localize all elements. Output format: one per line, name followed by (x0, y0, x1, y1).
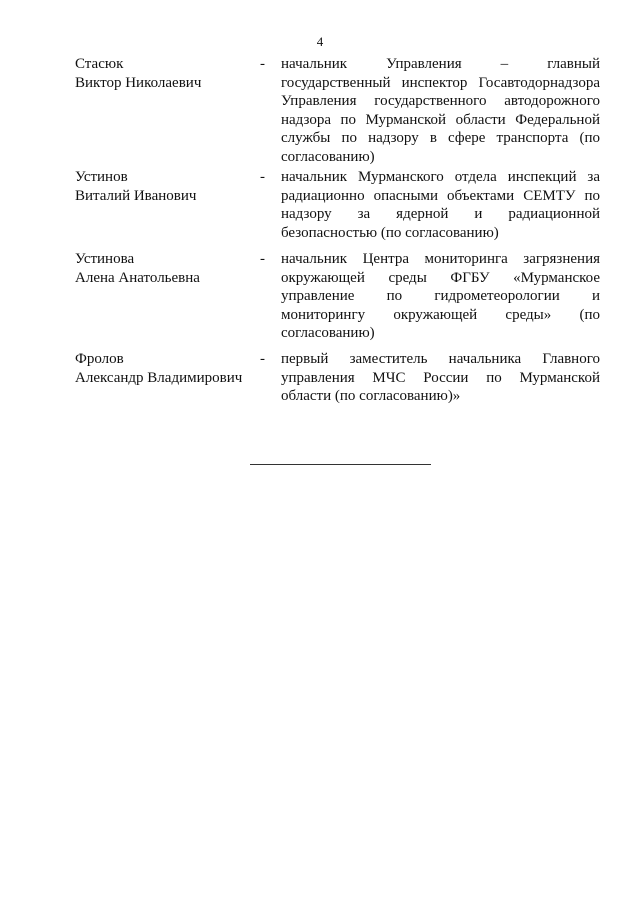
member-name (75, 350, 260, 387)
role-line: радиационно опасными объектами СЕМТУ по (281, 187, 600, 204)
member-given-names: Виктор Николаевич (75, 74, 202, 91)
member-role (281, 250, 600, 343)
dash-separator: - (260, 169, 265, 185)
member-given-names: Алена Анатольевна (75, 269, 200, 286)
role-line: надзора по Мурманской области Федеральной (281, 111, 600, 128)
role-line: управление по гидрометеорологии и (281, 288, 600, 305)
role-line: согласованию) (281, 148, 375, 165)
member-surname: Фролов (75, 351, 124, 367)
role-line: первый заместитель начальника Главного (281, 351, 600, 367)
role-line: управления МЧС России по Мурманской (281, 369, 600, 386)
page-number: 4 (316, 34, 324, 49)
member-name (75, 250, 260, 287)
member-surname: Устинова (75, 251, 135, 267)
role-line: службы по надзору в сфере транспорта (по (281, 130, 600, 147)
role-line: государственный инспектор Госавтодорнадзора (281, 74, 600, 91)
member-role (281, 168, 600, 242)
dash-separator: - (260, 56, 265, 72)
role-line: окружающей среды ФГБУ «Мурманское (281, 269, 600, 286)
member-given-names: Александр Владимирович (75, 369, 243, 386)
dash-separator: - (260, 351, 265, 367)
role-line: согласованию) (281, 325, 375, 342)
member-surname: Устинов (75, 169, 128, 185)
dash-separator: - (260, 251, 265, 267)
role-line: мониторингу окружающей среды» (по (281, 306, 600, 323)
member-name (75, 55, 260, 92)
member-name (75, 168, 260, 205)
member-role (281, 55, 600, 167)
role-line: безопасностью (по согласованию) (281, 224, 499, 241)
role-line: начальник Управления – главный (281, 56, 600, 72)
role-line: начальник Мурманского отдела инспекций за (281, 169, 600, 185)
role-line: надзору за ядерной и радиационной (281, 206, 600, 223)
member-role (281, 350, 600, 406)
role-line: области (по согласованию)» (281, 388, 461, 405)
member-surname: Стасюк (75, 56, 124, 72)
role-line: Управления государственного автодорожного (281, 93, 600, 110)
end-separator-line (250, 464, 431, 465)
role-line: начальник Центра мониторинга загрязнения (281, 251, 600, 267)
member-given-names: Виталий Иванович (75, 187, 197, 204)
